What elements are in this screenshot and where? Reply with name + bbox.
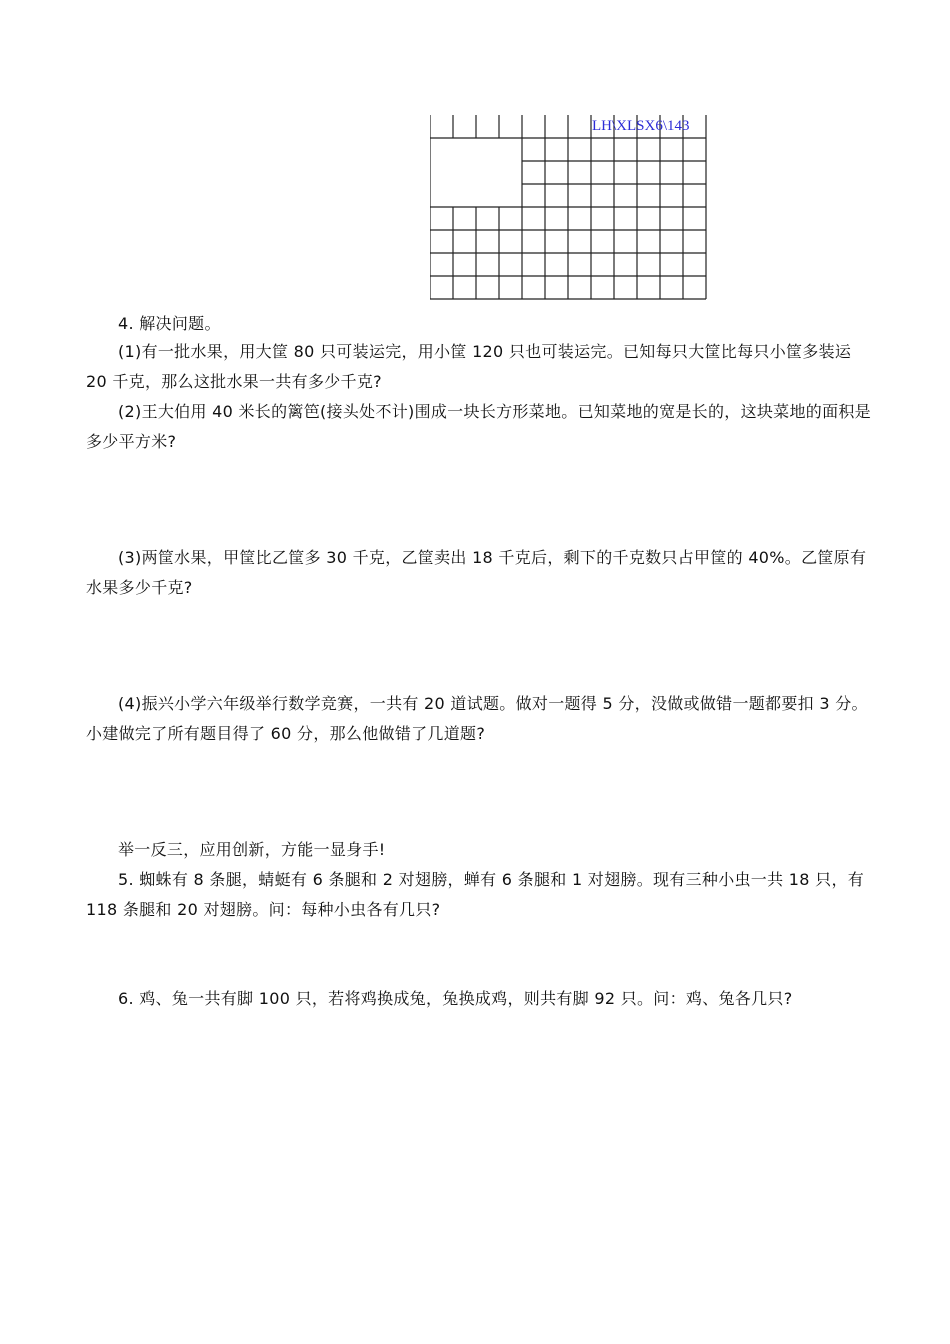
extension-heading-text: 举一反三，应用创新，方能一显身手! [118,840,386,859]
question-6-text: 6. 鸡、兔一共有脚 100 只，若将鸡换成兔，兔换成鸡，则共有脚 92 只。问：鸡、兔各几只? [118,989,793,1008]
question-3 [86,543,876,603]
question-1 [86,337,876,397]
question-4-text: (4)振兴小学六年级举行数学竞赛，一共有 20 道试题。做对一题得 5 分，没做或做错一题都要扣 3 分。小建做完了所有题目得了 60 分，那么他做错了几道题? [86,694,868,743]
extension-heading [86,835,876,865]
question-4 [86,689,876,749]
question-5-text: 5. 蜘蛛有 8 条腿，蜻蜓有 6 条腿和 2 对翅膀，蝉有 6 条腿和 1 对翅膀。现有三种小虫一共 18 只，有 118 条腿和 20 对翅膀。问：每种小虫各有几只? [86,870,865,919]
question-5 [86,865,876,925]
section4-heading-text: 4. 解决问题。 [118,314,221,333]
question-2-text: (2)王大伯用 40 米长的篱笆(接头处不计)围成一块长方形菜地。已知菜地的宽是长的，这块菜地的面积是多少平方米? [86,402,871,451]
question-1-text: (1)有一批水果，用大筐 80 只可装运完，用小筐 120 只也可装运完。已知每只大筐比每只小筐多装运 20 千克，那么这批水果一共有多少千克? [86,342,852,391]
grid-watermark: LH\XLSX6\143 [592,118,690,134]
question-2 [86,397,876,457]
answer-grid-svg [430,115,710,303]
question-6 [86,984,876,1014]
question-3-text: (3)两筐水果，甲筐比乙筐多 30 千克，乙筐卖出 18 千克后，剩下的千克数只占甲筐的 40%。乙筐原有水果多少千克? [86,548,867,597]
section4-heading [86,309,876,339]
answer-grid [430,115,710,303]
